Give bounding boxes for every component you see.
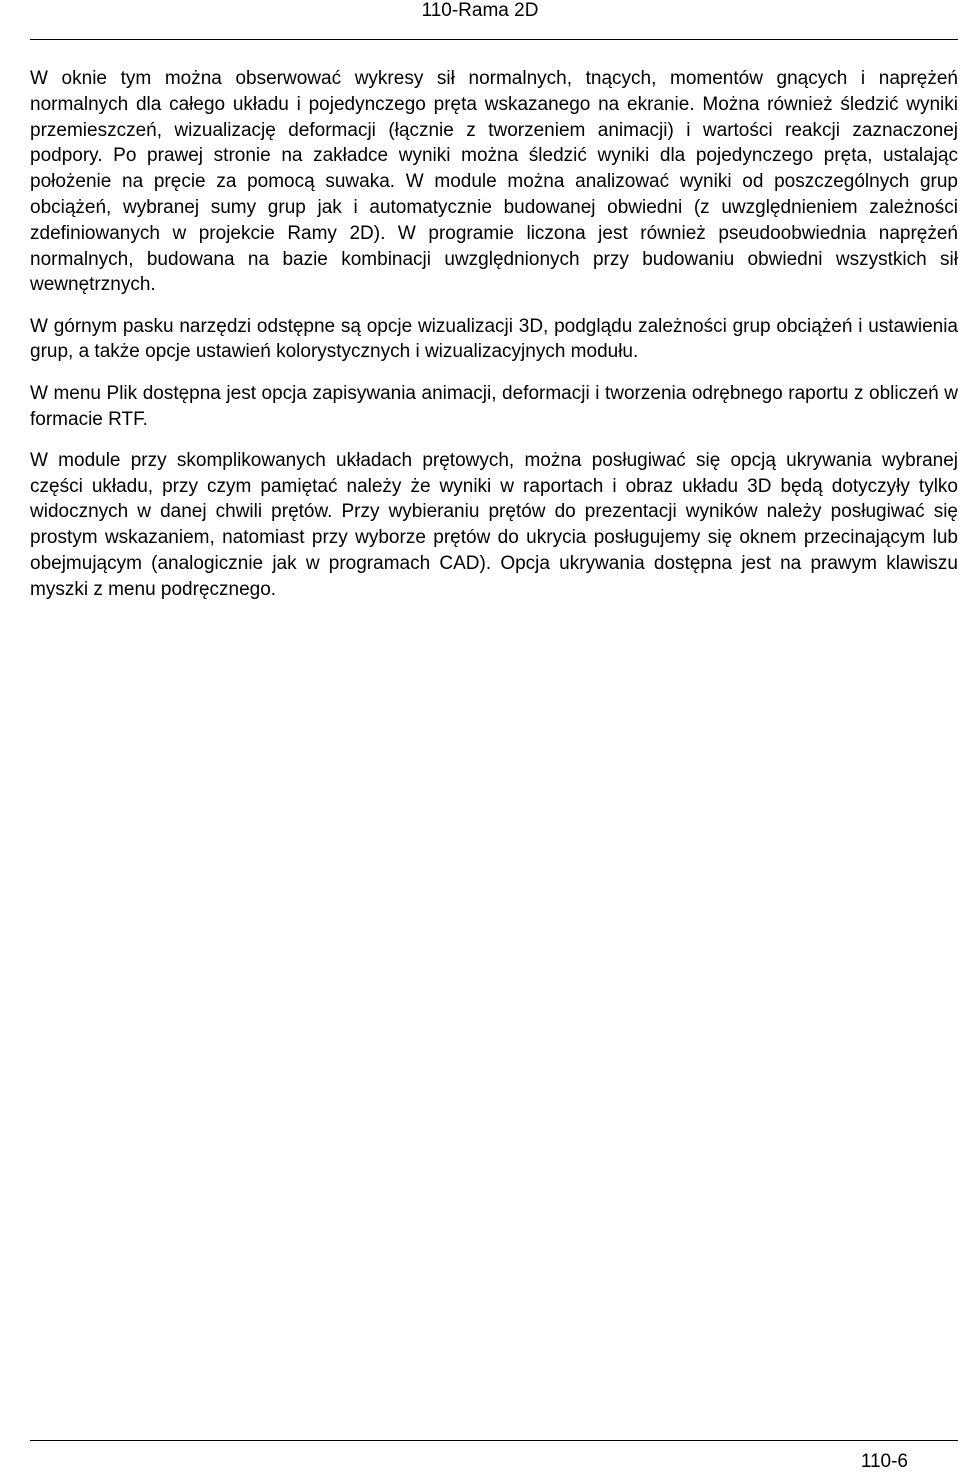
footer-divider [30, 1440, 958, 1441]
document-body [30, 66, 958, 618]
page-header [0, 0, 960, 22]
paragraph-hiding-members: W module przy skomplikowanych układach prętowych, można posługiwać się opcją ukrywania wybranej części układu, przy czym pamiętać należy że wyniki w raportach i obraz układu 3D będą dotyczyły tylko widocznych w danej chwili prętów. Przy wybieraniu prętów do prezentacji wyników należy posługiwać się prostym wskazaniem, natomiast przy wyborze prętów do ukrycia posługujemy się oknem przecinającym lub obejmującym (analogicznie jak w programach CAD). Opcja ukrywania dostępna jest na prawym klawiszu myszki z menu podręcznego. [30, 449, 958, 600]
page-number: 110-6 [860, 1451, 908, 1472]
paragraph-file-menu: W menu Plik dostępna jest opcja zapisywania animacji, deformacji i tworzenia odrębnego raportu z obliczeń w formacie RTF. [30, 382, 958, 430]
paragraph-results-window: W oknie tym można obserwować wykresy sił normalnych, tnących, momentów gnących i naprężeń normalnych dla całego układu i pojedynczego pręta wskazanego na ekranie. Można również śledzić wyniki przemieszczeń, wizualizację deformacji (łącznie z tworzeniem animacji) i wartości reakcji zaznaczonej podpory. Po prawej stronie na zakładce wyniki można śledzić wyniki dla pojedynczego pręta, ustalając położenie na pręcie za pomocą suwaka. W module można analizować wyniki od poszczególnych grup obciążeń, wybranej sumy grup jak i automatycznie budowanej obwiedni (z uwzględnieniem zależności zdefiniowanych w projekcie Ramy 2D). W programie liczona jest również pseudoobwiednia naprężeń normalnych, budowana na bazie kombinacji uwzględnionych przy budowaniu obwiedni wszystkich sił wewnętrznych. [30, 68, 958, 296]
header-divider [30, 39, 958, 40]
paragraph-toolbar: W górnym pasku narzędzi odstępne są opcje wizualizacji 3D, podglądu zależności grup obciążeń i ustawienia grup, a także opcje ustawień kolorystycznych i wizualizacyjnych modułu. [30, 315, 958, 363]
page-header-title: 110-Rama 2D [421, 0, 539, 21]
